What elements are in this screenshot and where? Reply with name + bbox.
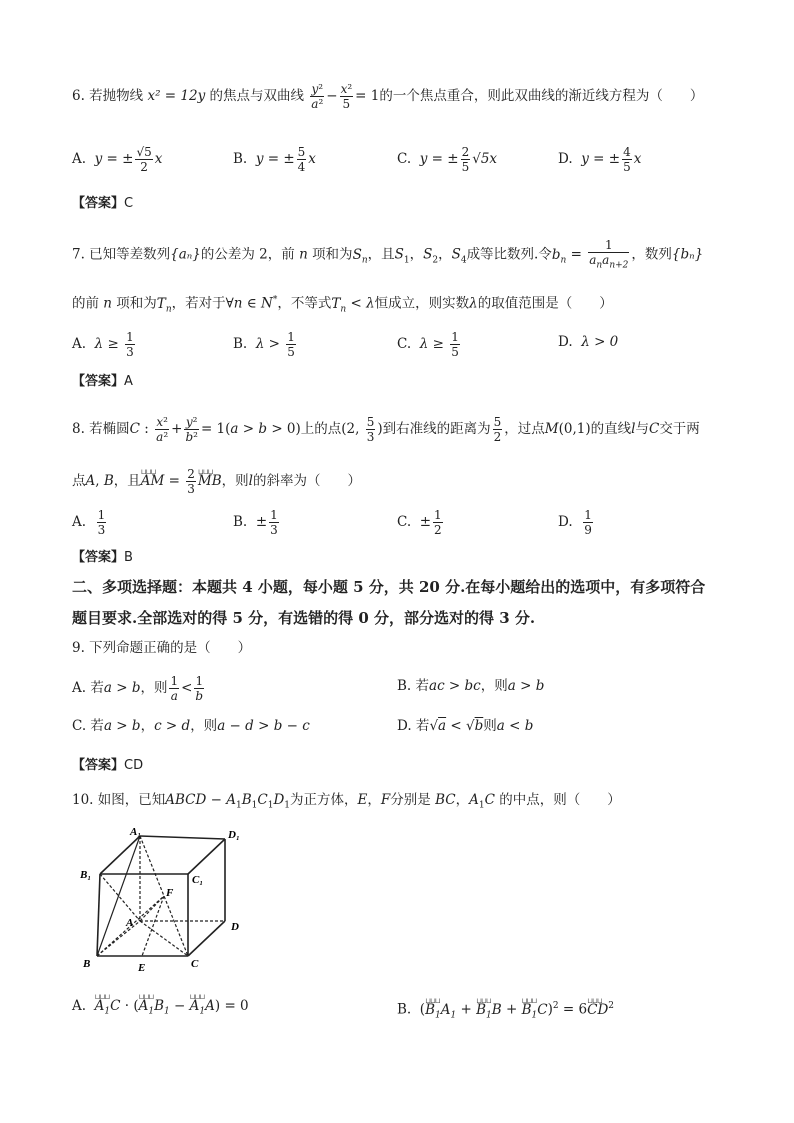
q7-option-d: D. λ > 0 — [558, 334, 619, 350]
seg-fe — [142, 896, 164, 956]
q9-option-d: D. 若√a < √b则a < b — [397, 718, 534, 734]
label-b1: B₁ — [80, 869, 92, 881]
q10-option-b: B. (⊔⊔⊔ $B_1A_1$ + ⊔⊔⊔ $B_1B$ + ⊔⊔⊔ $B_1C)^2$ = 6⊔⊔⊔ $CD^2$ — [397, 996, 614, 1025]
q9-option-a: A. 若a > b，则 $\frac{1}{a}$ < $\frac{1}{b}$ — [72, 674, 204, 703]
q9-stem: 9. 下列命题正确的是（ ） — [72, 640, 252, 656]
label-c1: C₁ — [192, 874, 204, 886]
label-b: B — [83, 958, 91, 970]
edge-cd — [188, 921, 225, 956]
q6-stem: 6. 若抛物线 x² = 12y 的焦点与双曲线 $\frac{\text{y²}}{\text{a²}}$ − $\frac{\text{x²}}{5}$ = 1的一个焦点重合，则此双曲线的渐近线方程为（ ） — [72, 82, 704, 111]
edge-a1d1 — [140, 836, 225, 839]
q9-option-c: C. 若a > b，c > d，则a − d > b − c — [72, 718, 310, 734]
edge-b1b — [97, 874, 100, 956]
q6-option-c: C. y = ± $\frac{2}{5}$ √5x — [397, 145, 498, 174]
q7-stem-line2: 的前 n 项和为$T_n$，若对于∀n ∈ N*，不等式$T_n < \lambda$恒成立，则实数λ的取值范围是（ ） — [72, 295, 613, 315]
q8-stem-line1: 8. 若椭圆C : $\frac{\text{x²}}{\text{a²}}$ + $\frac{\text{y²}}{\text{b²}}$ = 1(a > b > 0)上的点(2, $\frac{5}{3}$ )到右准线的距离为 $\frac{5}{2}$ ，过点M(0,1)的直线l与C交于两 — [72, 415, 700, 444]
q7-option-c: C. λ ≥ $\frac{1}{5}$ — [397, 330, 459, 359]
q8-option-a: A. $\frac{1}{3}$ — [72, 508, 106, 537]
q6-answer: 【答案】C — [72, 196, 134, 211]
q9-option-b: B. 若ac > bc，则a > b — [397, 678, 545, 694]
q8-option-b: B. ± $\frac{1}{3}$ — [233, 508, 278, 537]
edge-b1a1 — [100, 836, 140, 874]
q10-option-a: A. ⊔⊔⊔ $A_1C$ · (⊔⊔⊔ $A_1B_1$ − ⊔⊔⊔ $A_1A) = 0$ — [72, 996, 249, 1022]
q10-stem: 10. 如图，已知ABCD − $A_1B_1C_1D_1$为正方体，E，F分别是 BC，$A_1C$ 的中点，则（ ） — [72, 792, 621, 811]
label-f: F — [166, 887, 174, 899]
label-d1: D₁ — [228, 829, 240, 841]
label-a: A — [126, 917, 134, 929]
diag-a1b — [97, 836, 140, 956]
q9-answer: 【答案】CD — [72, 758, 144, 773]
hyperbola-y-term: $\frac{\text{y²}}{\text{a²}}$ — [311, 82, 324, 111]
label-c: C — [191, 958, 199, 970]
section-heading-line2: 题目要求.全部选对的得 5 分，有选错的得 0 分，部分选对的得 3 分. — [72, 609, 536, 627]
q7-answer: 【答案】A — [72, 374, 133, 389]
seg-af — [140, 896, 164, 921]
q8-option-d: D. $\frac{1}{9}$ — [558, 508, 592, 537]
q8-stem-line2: 点A, B，且⊔⊔⊔ AM = $\frac{2}{3}$ ⊔⊔⊔ MB，则l的斜率为（ ） — [72, 467, 361, 496]
q6-option-d: D. y = ± $\frac{4}{5}$ x — [558, 145, 642, 174]
q7-stem-line1: 7. 已知等差数列{aₙ}的公差为 2，前 n 项和为$S_n$，且$S_1$，$S_2$，$S_4$成等比数列.令$b_n$ = $\frac{1}{a_na_{n+2}}$ ，数列{bₙ} — [72, 238, 704, 271]
label-e: E — [138, 962, 146, 974]
edge-c1d1 — [188, 839, 225, 874]
section-heading-line1: 二、多项选择题：本题共 4 小题，每小题 5 分，共 20 分.在每小题给出的选项中，有多项符合 — [72, 578, 706, 596]
cube-figure — [80, 826, 252, 974]
label-d: D — [231, 921, 239, 933]
label-a1: A₁ — [130, 826, 142, 838]
q6-option-b: B. y = ± $\frac{5}{4}$ x — [233, 145, 316, 174]
q8-option-c: C. ± $\frac{1}{2}$ — [397, 508, 442, 537]
q7-option-a: A. λ ≥ $\frac{1}{3}$ — [72, 330, 134, 359]
q7-option-b: B. λ > $\frac{1}{5}$ — [233, 330, 295, 359]
q6-option-a: A. y = ± $\frac{√5}{2}$ x — [72, 145, 163, 174]
diag-b1a — [100, 874, 140, 921]
q8-answer: 【答案】B — [72, 550, 133, 565]
